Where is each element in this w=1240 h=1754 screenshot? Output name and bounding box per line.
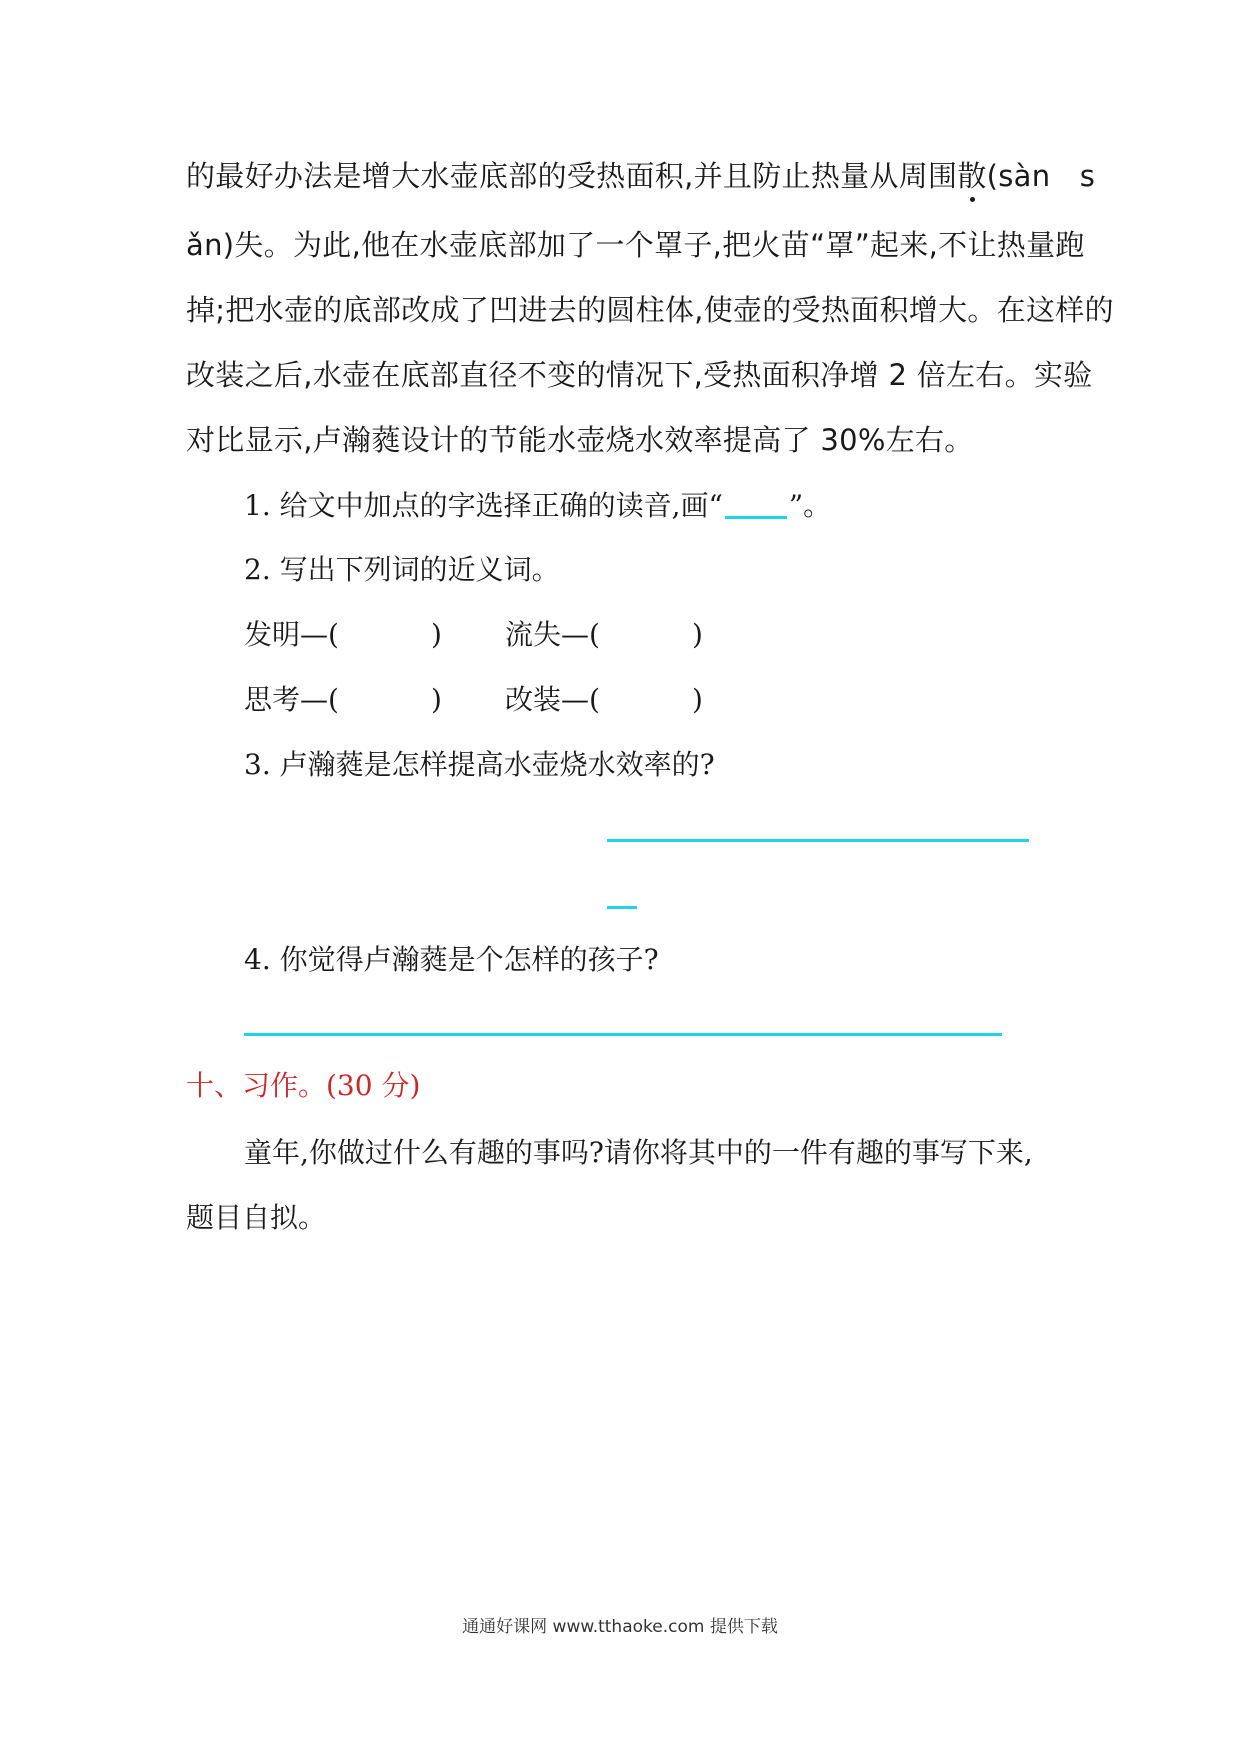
question-1-prefix: 1. 给文中加点的字选择正确的读音,画“ bbox=[244, 489, 723, 522]
question-1-suffix: ”。 bbox=[788, 489, 832, 522]
synonym-word-liushi: 流失—( bbox=[505, 618, 600, 651]
passage-line-1 bbox=[186, 156, 1095, 196]
dotted-character: 散 bbox=[957, 156, 986, 196]
synonym-word-sikao: 思考—( bbox=[244, 683, 339, 716]
synonym-close-paren: ) bbox=[691, 683, 703, 716]
passage-text: 的最好办法是增大水壶底部的受热面积,并且防止热量从周围 bbox=[186, 159, 958, 193]
synonym-close-paren: ) bbox=[430, 683, 442, 716]
composition-prompt-line-2: 题目自拟。 bbox=[186, 1201, 327, 1234]
passage-line-3: 掉;把水壶的底部改成了凹进去的圆柱体,使壶的受热面积增大。在这样的 bbox=[186, 293, 1114, 327]
section-10-title: 十、习作。(30 分) bbox=[186, 1069, 421, 1102]
footer-credit: 通通好课网 www.tthaoke.com 提供下载 bbox=[462, 1617, 778, 1637]
synonym-close-paren: ) bbox=[430, 618, 442, 651]
question-3: 3. 卢瀚蕤是怎样提高水壶烧水效率的? bbox=[244, 748, 715, 781]
question-1-blank[interactable] bbox=[725, 486, 787, 519]
question-2: 2. 写出下列词的近义词。 bbox=[244, 553, 560, 586]
question-3-answer-line[interactable] bbox=[607, 839, 1029, 842]
synonym-word-gaizhuang: 改装—( bbox=[505, 683, 600, 716]
pinyin-options: (sàn s bbox=[986, 159, 1096, 193]
passage-line-2: ǎn)失。为此,他在水壶底部加了一个罩子,把火苗“罩”起来,不让热量跑 bbox=[186, 228, 1085, 262]
synonym-word-faming: 发明—( bbox=[244, 618, 339, 651]
question-4: 4. 你觉得卢瀚蕤是个怎样的孩子? bbox=[244, 943, 659, 976]
passage-line-4: 改装之后,水壶在底部直径不变的情况下,受热面积净增 2 倍左右。实验 bbox=[186, 358, 1093, 392]
synonym-row-1b bbox=[505, 615, 703, 655]
question-1 bbox=[244, 486, 831, 526]
synonym-row-2 bbox=[244, 680, 442, 720]
composition-prompt-line-1: 童年,你做过什么有趣的事吗?请你将其中的一件有趣的事写下来, bbox=[244, 1136, 1033, 1169]
question-3-answer-line-short[interactable] bbox=[607, 906, 637, 909]
synonym-close-paren: ) bbox=[691, 618, 703, 651]
question-4-answer-line[interactable] bbox=[244, 1033, 1002, 1036]
synonym-row-1 bbox=[244, 615, 442, 655]
passage-line-5: 对比显示,卢瀚蕤设计的节能水壶烧水效率提高了 30%左右。 bbox=[186, 423, 974, 457]
synonym-row-2b bbox=[505, 680, 703, 720]
